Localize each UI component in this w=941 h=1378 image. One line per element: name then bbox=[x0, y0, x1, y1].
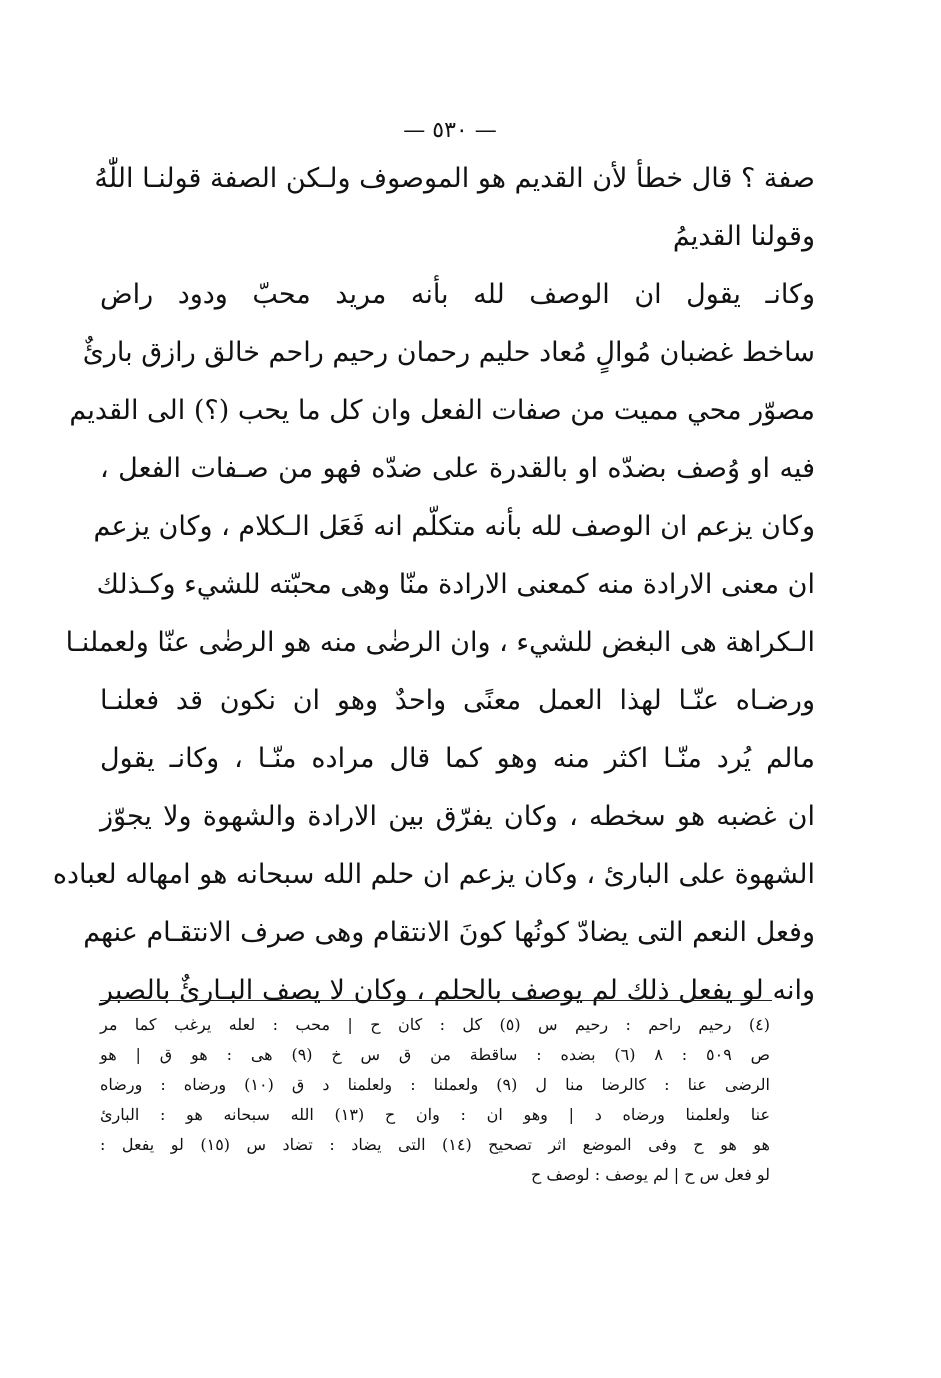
text-line-3 bbox=[100, 266, 815, 324]
footnote-line-5: هو هو ح وفى الموضع اثر تصحيح (١٤) التى يضاد : تضاد س (١٥) لو يفعل : bbox=[100, 1135, 770, 1154]
text-line-11: مالم يُرد منّـا اكثر منه وهو كما قال مراده منّـا ، وكانـ يقول bbox=[100, 743, 815, 774]
text-line-4: ساخط غضبان مُوالٍ مُعاد حليم رحمان رحيم راحم خالق رازق بارئٌ bbox=[82, 337, 815, 368]
text-line-3-content: وكانـ يقول ان الوصف لله بأنه مريد محبّ ودود راض bbox=[100, 279, 815, 310]
text-line-12-content: ان غضبه هو سخطه ، وكان يفرّق بين الارادة والشهوة ولا يجوّز bbox=[100, 801, 815, 832]
text-line-7: وكان يزعم ان الوصف لله بأنه متكلّم انه فَعَل الـكلام ، وكان يزعم bbox=[93, 511, 815, 542]
text-line-10: ورضـاه عنّـا لهذا العمل معنًى واحدٌ وهو ان نكون قد فعلنـا bbox=[100, 685, 815, 716]
footnote-line-3: الرضى عنا : كالرضا منا ل (٩) ولعملنا : ولعلمنا د ق (١٠) ورضاه : ورضاه bbox=[100, 1075, 770, 1094]
text-line-15-content: وانه لو يفعل ذلك لم يوصف بالحلم ، وكان لا يصف البـارئٌ بالصبر bbox=[100, 975, 815, 1006]
text-line-5: مصوّر محي مميت من صفات الفعل وان كل ما يحب (؟) الى القديم bbox=[69, 395, 815, 426]
text-line-6-content: فيه او وُصف بضدّه او بالقدرة على ضدّه فهو من صـفات الفعل ، bbox=[100, 453, 815, 484]
text-line-12 bbox=[100, 788, 815, 846]
footnote-line-2: ص ٥٠٩ : ٨ (٦) بضده : ساقطة من ق س خ (٩) هى : هو ق | هو bbox=[100, 1045, 770, 1064]
text-line-2: وقولنا القديمُ bbox=[672, 221, 815, 252]
footnote-divider bbox=[100, 1000, 772, 1001]
text-line-14: وفعل النعم التى يضادّ كونُها كونَ الانتقام وهى صرف الانتقـام عنهم bbox=[83, 917, 815, 948]
text-line-9-content: الـكراهة هى البغض للشيء ، وان الرضٰى منه هو الرضٰى عنّا ولعملنـا bbox=[65, 627, 815, 658]
text-line-8: ان معنى الارادة منه كمعنى الارادة منّا وهى محبّته للشيء وكـذلك bbox=[96, 569, 815, 600]
text-line-13: الشهوة على البارئ ، وكان يزعم ان حلم الله سبحانه هو امهاله لعباده bbox=[52, 859, 815, 890]
footnote-line-6: لو فعل س ح | لم يوصف : لوصف ح bbox=[530, 1165, 770, 1184]
page-number: — ٥٣٠ — bbox=[403, 118, 497, 143]
footnote-line-4: عنا ولعلمنا ورضاه د | وهو ان : وان ح (١٣) الله سبحانه هو : البارئ bbox=[100, 1105, 771, 1124]
text-line-9 bbox=[65, 614, 815, 672]
main-text bbox=[52, 150, 815, 1020]
footnote-line-1: (٤) رحيم راحم : رحيم س (٥) كل : كان ح | محب : لعله يرغب كما مر bbox=[100, 1015, 770, 1034]
text-line-1: صفة ؟ قال خطأ لأن القديم هو الموصوف ولـكن الصفة قولنـا اللّٰهُ bbox=[94, 163, 815, 194]
text-line-6 bbox=[100, 440, 815, 498]
footnotes bbox=[100, 1010, 770, 1190]
